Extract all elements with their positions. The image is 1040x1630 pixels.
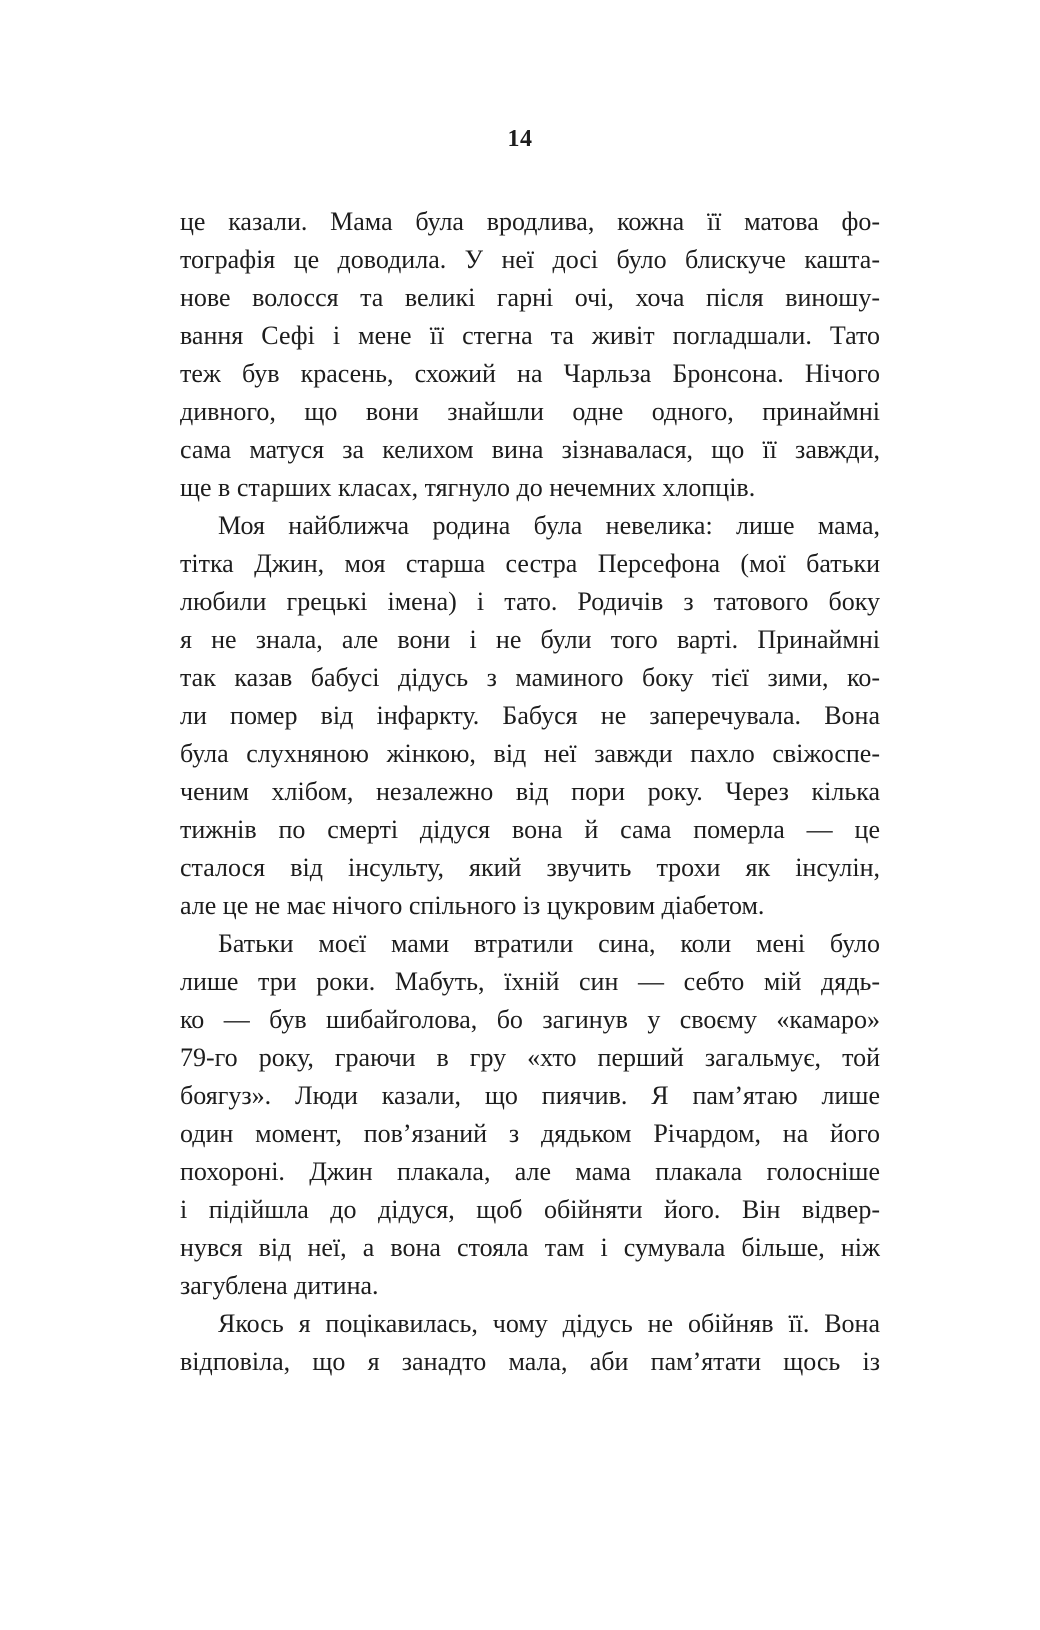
text-line: боягуз». Люди казали, що пиячив. Я пам’ятаю лише (180, 1081, 880, 1110)
text-line: дивного, що вони знайшли одне одного, принаймні (180, 397, 880, 426)
text-line: вання Сефі і мене її стегна та живіт погладшали. Тато (180, 321, 880, 350)
text-line: ще в старших класах, тягнуло до нечемних хлопців. (180, 473, 756, 502)
text-line: похороні. Джин плакала, але мама плакала голосніше (180, 1157, 880, 1186)
text-line: була слухняною жінкою, від неї завжди пахло свіжоспе- (180, 739, 880, 768)
text-line: тижнів по смерті дідуся вона й сама померла — це (180, 815, 880, 844)
text-line: Моя найближча родина була невелика: лише мама, (218, 511, 880, 540)
text-line: ли помер від інфаркту. Бабуся не заперечувала. Вона (180, 701, 880, 730)
text-line: лише три роки. Мабуть, їхній син — себто мій дядь- (180, 967, 880, 996)
text-line: тітка Джин, моя старша сестра Персефона (мої батьки (180, 549, 880, 578)
text-line: теж був красень, схожий на Чарльза Бронсона. Нічого (180, 359, 880, 388)
paragraph (180, 925, 880, 1305)
text-line: сама матуся за келихом вина зізнавалася, що її завжди, (180, 435, 880, 464)
text-line: нове волосся та великі гарні очі, хоча після виношу- (180, 283, 880, 312)
text-line: ко — був шибайголова, бо загинув у своєму «камаро» (180, 1005, 880, 1034)
page-number: 14 (507, 126, 533, 152)
text-line: Батьки моєї мами втратили сина, коли мені було (218, 929, 880, 958)
text-line: це казали. Мама була вродлива, кожна її матова фо- (180, 207, 880, 236)
text-block (180, 203, 880, 1381)
paragraph (180, 203, 880, 507)
text-line: тографія це доводила. У неї досі було блискуче кашта- (180, 245, 880, 274)
text-line: сталося від інсульту, який звучить трохи як інсулін, (180, 853, 880, 882)
text-line: любили грецькі імена) і тато. Родичів з татового боку (180, 587, 880, 616)
text-line: нувся від неї, а вона стояла там і сумувала більше, ніж (180, 1233, 880, 1262)
text-line: загублена дитина. (180, 1271, 379, 1300)
text-line: і підійшла до дідуся, щоб обійняти його. Він відвер- (180, 1195, 880, 1224)
text-line: 79-го року, граючи в гру «хто перший загальмує, той (180, 1043, 880, 1072)
text-line: але це не має нічого спільного із цукровим діабетом. (180, 891, 765, 920)
text-line: один момент, пов’язаний з дядьком Річардом, на його (180, 1119, 880, 1148)
paragraph (180, 507, 880, 925)
text-line: відповіла, що я занадто мала, аби пам’ятати щось із (180, 1347, 880, 1376)
text-line: Якось я поцікавилась, чому дідусь не обійняв її. Вона (218, 1309, 880, 1338)
text-line: ченим хлібом, незалежно від пори року. Через кілька (180, 777, 880, 806)
text-line: так казав бабусі дідусь з маминого боку тієї зими, ко- (180, 663, 880, 692)
paragraph (180, 1305, 880, 1381)
text-line: я не знала, але вони і не були того варті. Принаймні (180, 625, 880, 654)
